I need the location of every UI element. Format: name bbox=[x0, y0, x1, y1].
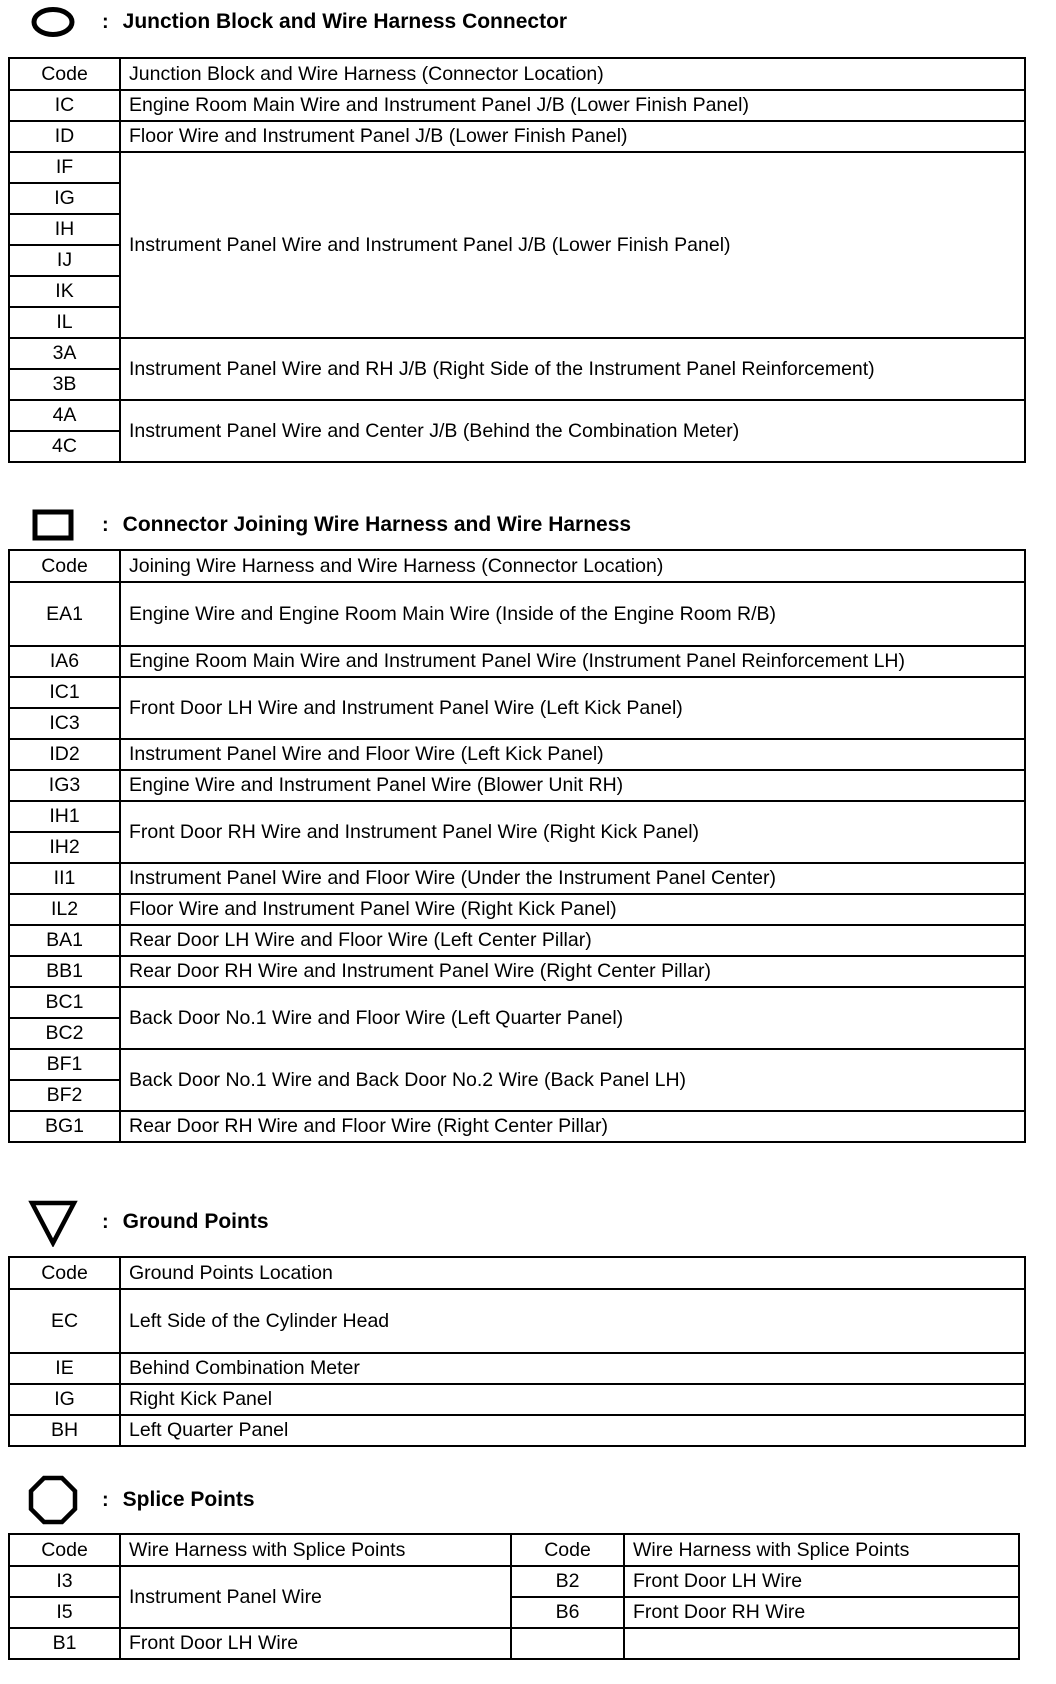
table-row bbox=[9, 152, 1025, 183]
code-cell: 4A bbox=[9, 400, 120, 431]
table-row bbox=[9, 770, 1025, 801]
code-cell: BG1 bbox=[9, 1111, 120, 1142]
junction-table bbox=[8, 57, 1026, 463]
description-cell: Front Door LH Wire bbox=[624, 1566, 1019, 1597]
header-code: Code bbox=[9, 550, 120, 582]
code-cell: BA1 bbox=[9, 925, 120, 956]
description-cell: Back Door No.1 Wire and Floor Wire (Left Quarter Panel) bbox=[120, 987, 1025, 1049]
description-cell: Engine Room Main Wire and Instrument Panel Wire (Instrument Panel Reinforcement LH) bbox=[120, 646, 1025, 677]
table-row bbox=[9, 121, 1025, 152]
code-cell: 4C bbox=[9, 431, 120, 462]
code-cell bbox=[511, 1628, 624, 1659]
code-cell: 3B bbox=[9, 369, 120, 400]
description-cell: Engine Room Main Wire and Instrument Panel J/B (Lower Finish Panel) bbox=[120, 90, 1025, 121]
table-row bbox=[9, 400, 1025, 431]
table-row bbox=[9, 1566, 1019, 1597]
description-cell: Front Door RH Wire and Instrument Panel Wire (Right Kick Panel) bbox=[120, 801, 1025, 863]
triangle-symbol-icon bbox=[28, 1200, 78, 1244]
octagon-symbol-icon bbox=[28, 1478, 78, 1522]
section-heading: Ground Points bbox=[122, 1210, 269, 1233]
code-cell: II1 bbox=[9, 863, 120, 894]
code-cell: I5 bbox=[9, 1597, 120, 1628]
code-cell: BH bbox=[9, 1415, 120, 1446]
description-cell: Floor Wire and Instrument Panel J/B (Lower Finish Panel) bbox=[120, 121, 1025, 152]
table-row bbox=[9, 1628, 1019, 1659]
header-description: Junction Block and Wire Harness (Connector Location) bbox=[120, 58, 1025, 90]
description-cell: Instrument Panel Wire and RH J/B (Right Side of the Instrument Panel Reinforcement) bbox=[120, 338, 1025, 400]
section-colon: : bbox=[102, 1488, 109, 1511]
description-cell: Rear Door RH Wire and Floor Wire (Right Center Pillar) bbox=[120, 1111, 1025, 1142]
code-cell: IC1 bbox=[9, 677, 120, 708]
section-colon: : bbox=[102, 513, 109, 536]
description-cell: Left Side of the Cylinder Head bbox=[120, 1289, 1025, 1353]
table-row bbox=[9, 956, 1025, 987]
description-cell: Instrument Panel Wire and Center J/B (Behind the Combination Meter) bbox=[120, 400, 1025, 462]
code-cell: IH2 bbox=[9, 832, 120, 863]
code-cell: IH1 bbox=[9, 801, 120, 832]
table-header-row bbox=[9, 58, 1025, 90]
connector-section-title bbox=[28, 503, 631, 547]
ground-table bbox=[8, 1256, 1026, 1447]
square-symbol-icon bbox=[28, 503, 78, 547]
section-heading: Connector Joining Wire Harness and Wire Harness bbox=[122, 513, 632, 536]
description-cell: Engine Wire and Instrument Panel Wire (Blower Unit RH) bbox=[120, 770, 1025, 801]
header-code: Code bbox=[9, 58, 120, 90]
description-cell: Left Quarter Panel bbox=[120, 1415, 1025, 1446]
code-cell: EA1 bbox=[9, 582, 120, 646]
code-cell: BF1 bbox=[9, 1049, 120, 1080]
description-cell: Rear Door LH Wire and Floor Wire (Left Center Pillar) bbox=[120, 925, 1025, 956]
table-row bbox=[9, 1111, 1025, 1142]
description-cell: Behind Combination Meter bbox=[120, 1353, 1025, 1384]
table-row bbox=[9, 925, 1025, 956]
table-row bbox=[9, 739, 1025, 770]
splice-section-title bbox=[28, 1478, 255, 1522]
description-cell: Front Door LH Wire bbox=[120, 1628, 511, 1659]
description-cell: Instrument Panel Wire bbox=[120, 1566, 511, 1628]
header-description: Joining Wire Harness and Wire Harness (Connector Location) bbox=[120, 550, 1025, 582]
code-cell: BF2 bbox=[9, 1080, 120, 1111]
code-cell: ID2 bbox=[9, 739, 120, 770]
table-header-row bbox=[9, 550, 1025, 582]
header-code: Code bbox=[9, 1257, 120, 1289]
code-cell: EC bbox=[9, 1289, 120, 1353]
table-row bbox=[9, 1384, 1025, 1415]
description-cell: Instrument Panel Wire and Instrument Panel J/B (Lower Finish Panel) bbox=[120, 152, 1025, 338]
section-colon: : bbox=[102, 1210, 109, 1233]
table-row bbox=[9, 1353, 1025, 1384]
table-row bbox=[9, 863, 1025, 894]
description-cell: Engine Wire and Engine Room Main Wire (Inside of the Engine Room R/B) bbox=[120, 582, 1025, 646]
code-cell: IG bbox=[9, 183, 120, 214]
description-cell: Front Door RH Wire bbox=[624, 1597, 1019, 1628]
table-header-row bbox=[9, 1257, 1025, 1289]
table-row bbox=[9, 646, 1025, 677]
table-row bbox=[9, 987, 1025, 1018]
code-cell: IJ bbox=[9, 245, 120, 276]
table-row bbox=[9, 1415, 1025, 1446]
code-cell: IL bbox=[9, 307, 120, 338]
description-cell: Rear Door RH Wire and Instrument Panel Wire (Right Center Pillar) bbox=[120, 956, 1025, 987]
code-cell: 3A bbox=[9, 338, 120, 369]
code-cell: IC3 bbox=[9, 708, 120, 739]
code-cell: IA6 bbox=[9, 646, 120, 677]
junction-section-title bbox=[28, 0, 567, 44]
section-colon: : bbox=[102, 10, 109, 33]
description-cell: Floor Wire and Instrument Panel Wire (Right Kick Panel) bbox=[120, 894, 1025, 925]
table-row bbox=[9, 677, 1025, 708]
description-cell: Front Door LH Wire and Instrument Panel Wire (Left Kick Panel) bbox=[120, 677, 1025, 739]
header-description: Wire Harness with Splice Points bbox=[120, 1534, 511, 1566]
code-cell: BC1 bbox=[9, 987, 120, 1018]
code-cell: IC bbox=[9, 90, 120, 121]
table-row bbox=[9, 1049, 1025, 1080]
table-row bbox=[9, 338, 1025, 369]
code-cell: B6 bbox=[511, 1597, 624, 1628]
table-header-row bbox=[9, 1534, 1019, 1566]
description-cell bbox=[624, 1628, 1019, 1659]
table-row bbox=[9, 1289, 1025, 1353]
code-cell: IH bbox=[9, 214, 120, 245]
description-cell: Instrument Panel Wire and Floor Wire (Left Kick Panel) bbox=[120, 739, 1025, 770]
oval-symbol-icon bbox=[28, 0, 78, 44]
code-cell: IL2 bbox=[9, 894, 120, 925]
description-cell: Back Door No.1 Wire and Back Door No.2 Wire (Back Panel LH) bbox=[120, 1049, 1025, 1111]
header-code: Code bbox=[9, 1534, 120, 1566]
table-row bbox=[9, 90, 1025, 121]
ground-section-title bbox=[28, 1200, 269, 1244]
table-row bbox=[9, 801, 1025, 832]
splice-table bbox=[8, 1533, 1020, 1660]
code-cell: IG3 bbox=[9, 770, 120, 801]
header-description: Wire Harness with Splice Points bbox=[624, 1534, 1019, 1566]
connector-table bbox=[8, 549, 1026, 1143]
code-cell: B2 bbox=[511, 1566, 624, 1597]
code-cell: BC2 bbox=[9, 1018, 120, 1049]
header-code: Code bbox=[511, 1534, 624, 1566]
section-heading: Splice Points bbox=[122, 1488, 255, 1511]
table-row bbox=[9, 582, 1025, 646]
code-cell: ID bbox=[9, 121, 120, 152]
description-cell: Right Kick Panel bbox=[120, 1384, 1025, 1415]
code-cell: IK bbox=[9, 276, 120, 307]
description-cell: Instrument Panel Wire and Floor Wire (Under the Instrument Panel Center) bbox=[120, 863, 1025, 894]
code-cell: BB1 bbox=[9, 956, 120, 987]
header-description: Ground Points Location bbox=[120, 1257, 1025, 1289]
table-row bbox=[9, 894, 1025, 925]
code-cell: I3 bbox=[9, 1566, 120, 1597]
code-cell: IE bbox=[9, 1353, 120, 1384]
code-cell: B1 bbox=[9, 1628, 120, 1659]
code-cell: IG bbox=[9, 1384, 120, 1415]
section-heading: Junction Block and Wire Harness Connector bbox=[122, 10, 568, 33]
code-cell: IF bbox=[9, 152, 120, 183]
